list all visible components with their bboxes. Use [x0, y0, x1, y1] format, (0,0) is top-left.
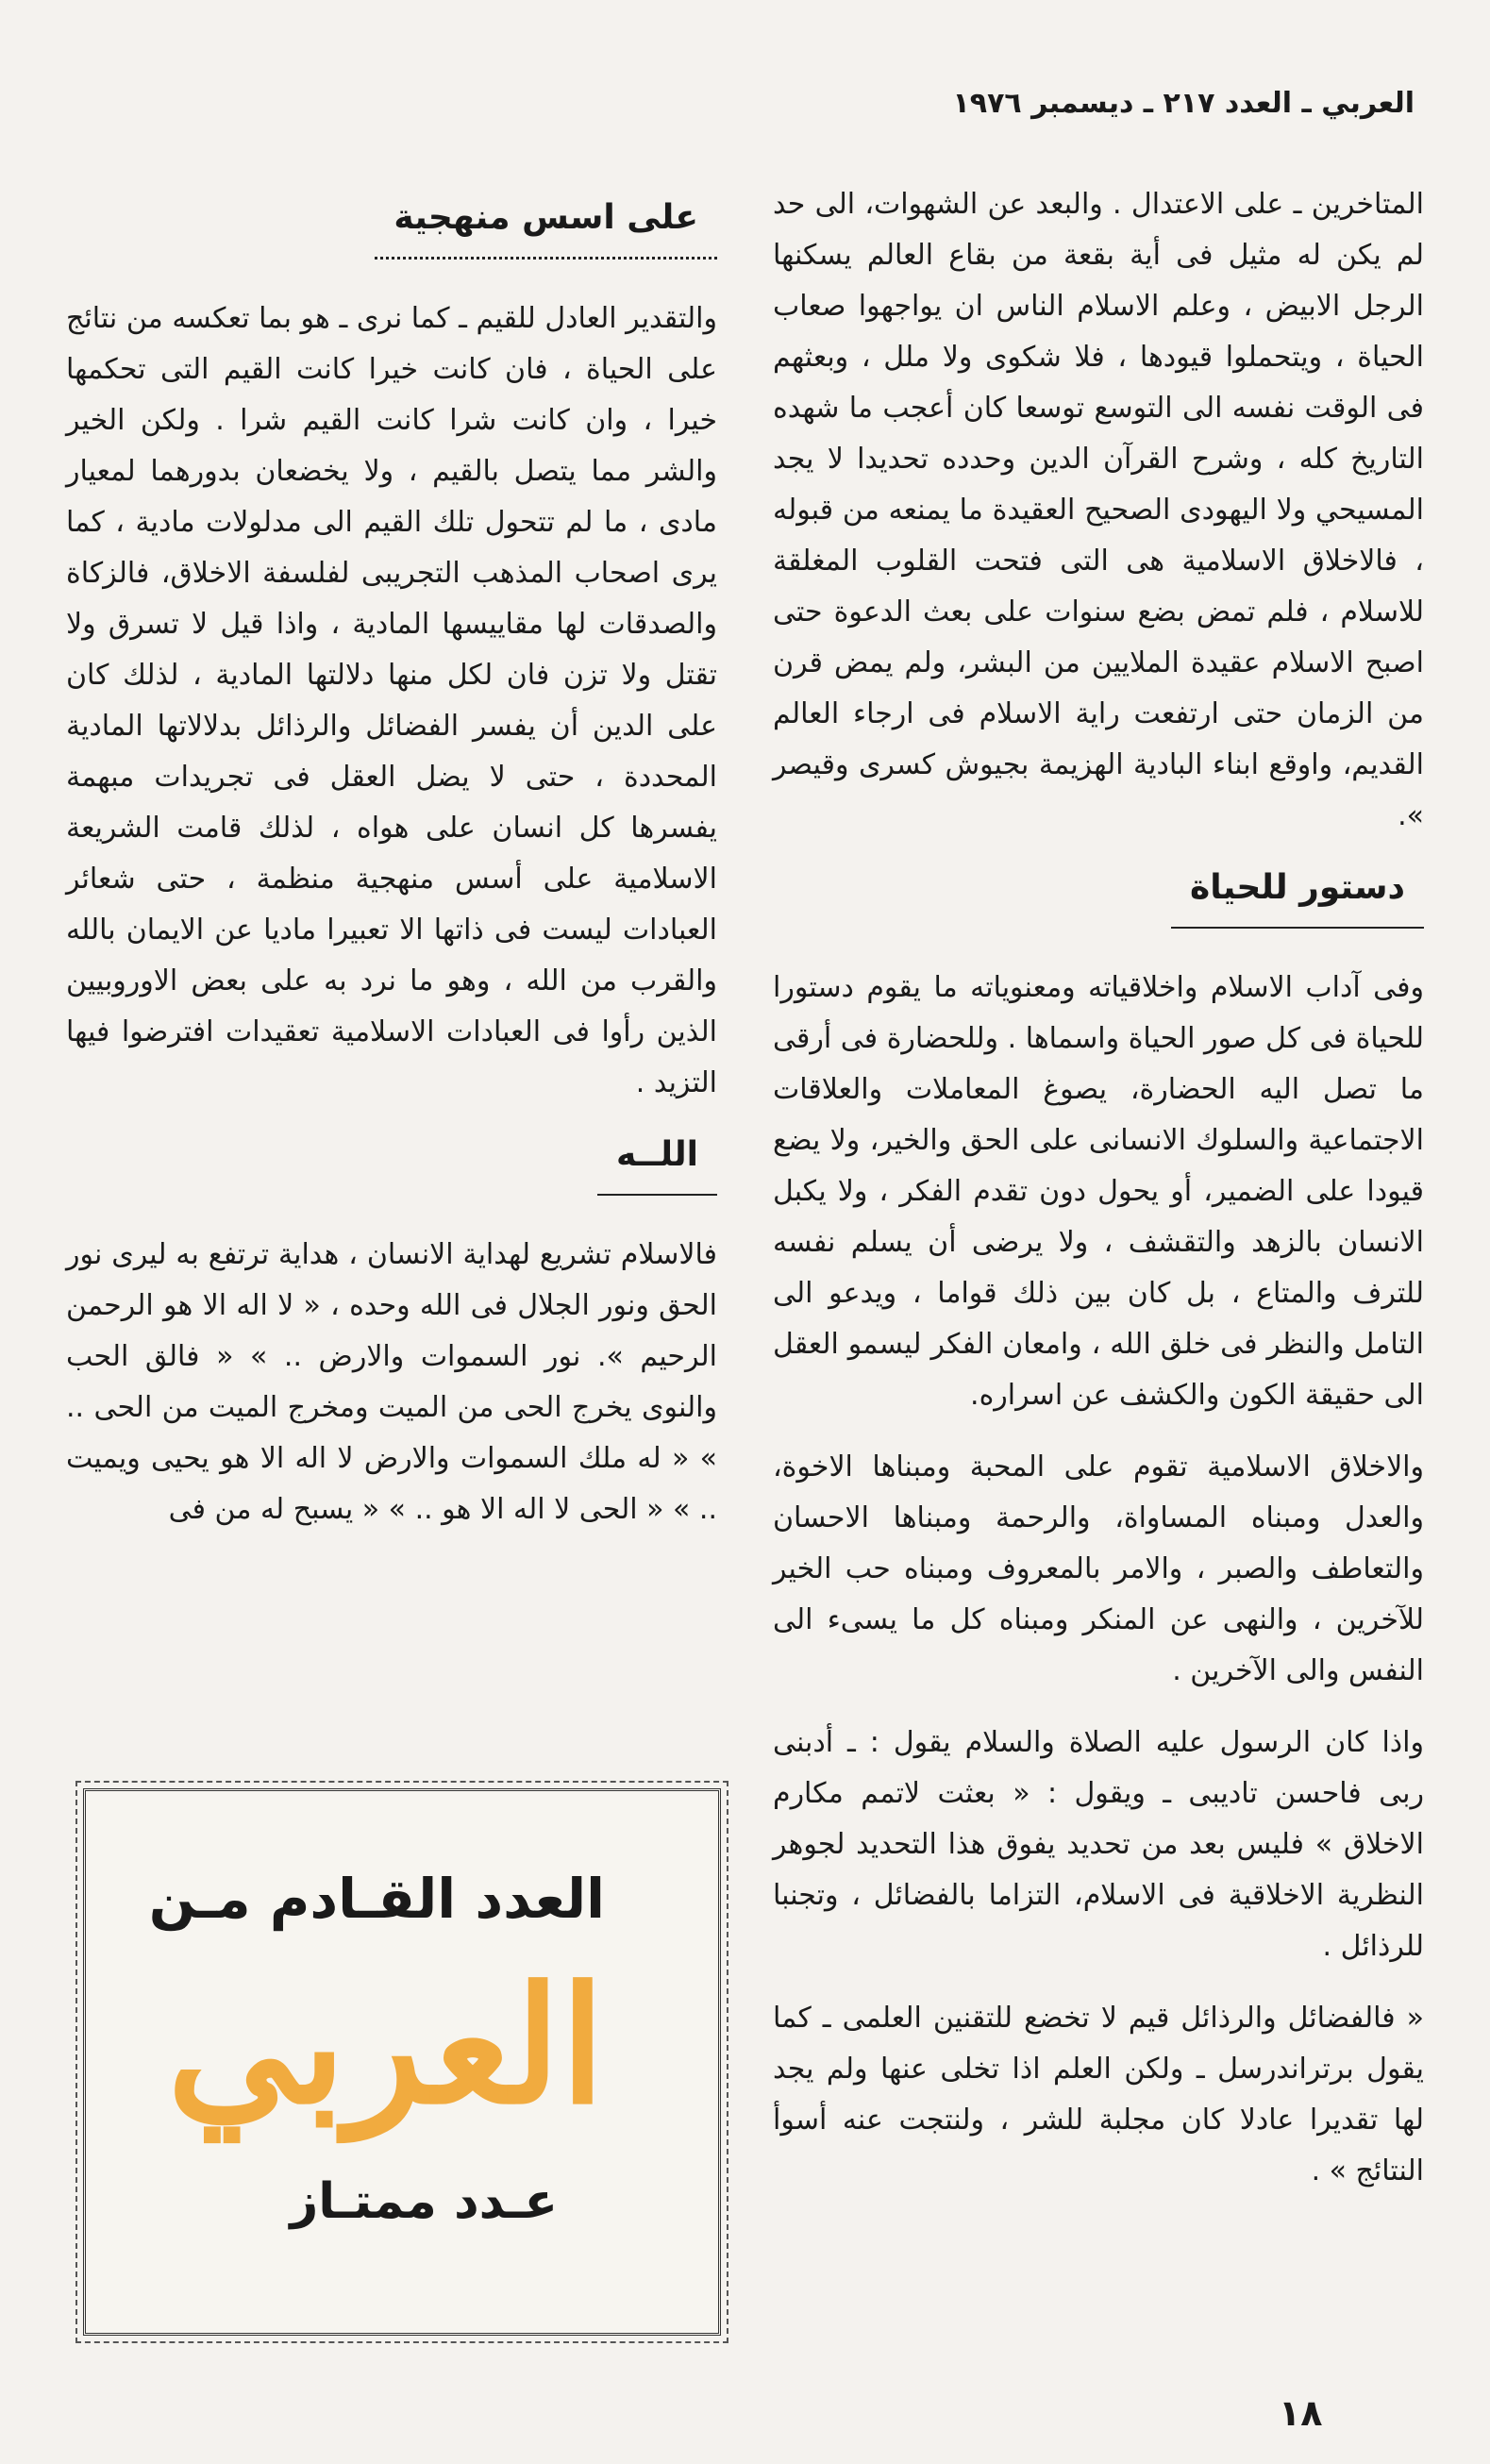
next-issue-advert: [83, 1788, 721, 2336]
paragraph: واذا كان الرسول عليه الصلاة والسلام يقول : ـ أدبنى ربى فاحسن تاديبى ـ ويقول : « بعثت لاتمم مكارم الاخلاق » فليس بعد من تحديد يفوق هذا التحديد لجوهر النظرية الاخلاقية فى الاسلام، التزاما بالفضائل ، وتجنبا للرذائل .: [773, 1726, 1424, 1963]
magazine-logo: العربي: [167, 1952, 605, 2140]
section-heading: [66, 193, 717, 260]
running-head: العربي ـ العدد ٢١٧ ـ ديسمبر ١٩٧٦: [952, 87, 1415, 120]
paragraph: فالاسلام تشريع لهداية الانسان ، هداية ترتفع به ليرى نور الحق ونور الجلال فى الله وحده ، « لا اله الا هو الرحمن الرحيم ». نور السموات والارض .. » « فالق الحب والنوى يخرج الحى من الميت ومخرج الميت من الحى .. » « له ملك السموات والارض لا اله الا هو يحيى ويميت .. » « الحى لا اله الا هو .. » « يسبح له من فى: [66, 1238, 717, 1526]
page-number: ١٨: [1279, 2392, 1323, 2434]
paragraph: وفى آداب الاسلام واخلاقياته ومعنوياته ما يقوم دستورا للحياة فى كل صور الحياة واسماها . وللحضارة فى أرقى ما تصل اليه الحضارة، يصوغ المعاملات والعلاقات الاجتماعية والسلوك الانسانى على الحق والخير، ولا يضع قيودا على الضمير، أو يحول دون تقدم الفكر ، ولا يكبل الانسان بالزهد والتقشف ، ولا يرضى أن يسلم نفسه للترف والمتاع ، بل كان بين ذلك قواما ، ويدعو الى التامل والنظر فى خلق الله ، وامعان الفكر ليسمو العقل الى حقيقة الكون والكشف عن اسراره.: [773, 971, 1424, 1412]
heading-text: اللــه: [597, 1130, 717, 1196]
section-heading: [66, 1130, 717, 1196]
paragraph: والاخلاق الاسلامية تقوم على المحبة ومبناها الاخوة، والعدل ومبناه المساواة، والرحمة ومبناها الاحسان والتعاطف والصبر ، والامر بالمعروف ومبناه حب الخير للآخرين ، والنهى عن المنكر ومبناه كل ما يسىء الى النفس والى الآخرين .: [773, 1450, 1424, 1687]
paragraph: المتاخرين ـ على الاعتدال . والبعد عن الشهوات، الى حد لم يكن له مثيل فى أية بقعة من بقاع العالم يسكنها الرجل الابيض ، وعلم الاسلام الناس ان يواجهوا صعاب الحياة ، ويتحملوا قيودها ، فلا شكوى ولا ملل ، وبعثهم فى الوقت نفسه الى التوسع توسعا كان أعجب ما شهده التاريخ كله ، وشرح القرآن الدين وحدده تحديدا لا يجد المسيحي ولا اليهودى الصحيح العقيدة ما يمنعه من قبوله ، فالاخلاق الاسلامية هى التى فتحت القلوب المغلقة للاسلام ، فلم تمض بضع سنوات على بعث الدعوة حتى اصبح الاسلام عقيدة الملايين من البشر، ولم يمض قرن من الزمان حتى ارتفعت راية الاسلام فى ارجاء العالم القديم، واوقع ابناء البادية الهزيمة بجيوش كسرى وقيصر ».: [773, 188, 1424, 832]
heading-text: على اسس منهجية: [375, 193, 717, 260]
advert-top-line: العدد القـادم مـن: [148, 1867, 605, 1931]
paragraph: « فالفضائل والرذائل قيم لا تخضع للتقنين العلمى ـ كما يقول برتراندرسل ـ ولكن العلم اذا تخلى عنها ولم يجد لها تقديرا عادلا كان مجلبة للشر ، ولنتجت عنه أسوأ النتائج » .: [773, 2002, 1424, 2187]
left-column: [66, 179, 717, 1556]
heading-text: دستور للحياة: [1171, 863, 1424, 929]
paragraph: والتقدير العادل للقيم ـ كما نرى ـ هو بما تعكسه من نتائج على الحياة ، فان كانت خيرا كانت القيم التى تحكمها خيرا ، وان كانت شرا كانت القيم شرا . ولكن الخير والشر مما يتصل بالقيم ، ولا يخضعان بدورهما لمعيار مادى ، ما لم تتحول تلك القيم الى مدلولات مادية ، كما يرى اصحاب المذهب التجريبى لفلسفة الاخلاق، فالزكاة والصدقات لها مقاييسها المادية ، واذا قيل لا تسرق ولا تقتل ولا تزن فان لكل منها دلالتها المادية ، لذلك كان على الدين أن يفسر الفضائل والرذائل بدلالاتها المادية المحددة ، حتى لا يضل العقل فى تجريدات مبهمة يفسرها كل انسان على هواه ، لذلك قامت الشريعة الاسلامية على أسس منهجية منظمة ، حتى شعائر العبادات ليست فى ذاتها الا تعبيرا ماديا عن الايمان بالله والقرب من الله ، وهو ما نرد به على بعض الاوروبيين الذين رأوا فى العبادات الاسلامية تعقيدات افترضوا فيها التزيد .: [66, 302, 717, 1099]
advert-bottom-line: عـدد ممتـاز: [290, 2173, 558, 2230]
right-column: [773, 179, 1424, 2218]
section-heading: [773, 863, 1424, 929]
